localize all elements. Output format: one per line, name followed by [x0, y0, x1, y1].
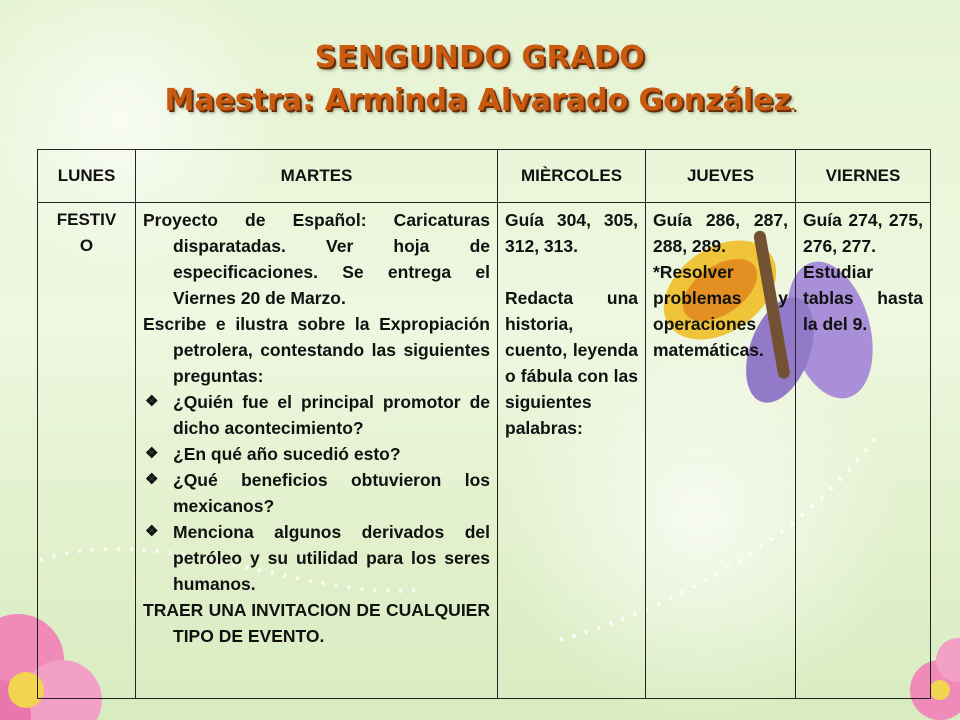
column-header-viernes: VIERNES — [796, 150, 931, 203]
grade-title: SENGUNDO GRADO — [314, 40, 646, 75]
table-header-row — [38, 150, 931, 203]
miercoles-redacta: Redacta una historia, cuento, leyenda o fábula con las siguientes palabras: — [505, 288, 638, 438]
teacher-title — [0, 83, 960, 118]
jueves-resolver: *Resolver problemas y operaciones matemáticas. — [653, 262, 788, 360]
cell-lunes — [38, 203, 136, 699]
lunes-text: FESTIVO — [56, 210, 117, 255]
cell-martes — [136, 203, 498, 699]
cell-jueves — [646, 203, 796, 699]
list-item: ❖ ¿En qué año sucedió esto? — [143, 441, 490, 467]
diamond-bullet-icon: ❖ — [145, 445, 159, 462]
schedule-table — [37, 149, 931, 699]
cell-viernes — [796, 203, 931, 699]
table-row — [38, 203, 931, 699]
martes-invitacion: TRAER UNA INVITACION DE CUALQUIER TIPO DE EVENTO. — [143, 600, 490, 646]
diamond-bullet-icon: ❖ — [145, 393, 159, 410]
column-header-lunes: LUNES — [38, 150, 136, 203]
list-item: ❖ Menciona algunos derivados del petróleo y su utilidad para los seres humanos. — [143, 519, 490, 597]
martes-expropiacion: Escribe e ilustra sobre la Expropiación petrolera, contestando las siguientes preguntas: — [143, 314, 490, 386]
martes-project: Proyecto de Español: Caricaturas disparatadas. Ver hoja de especificaciones. Se entrega el Viernes 20 de Marzo. — [143, 210, 490, 308]
jueves-guia: Guía 286, 287, 288, 289. — [653, 210, 788, 256]
list-item: ❖ ¿Qué beneficios obtuvieron los mexicanos? — [143, 467, 490, 519]
miercoles-guia: Guía 304, 305, 312, 313. — [505, 210, 638, 256]
list-item: ❖ ¿Quién fue el principal promotor de dicho acontecimiento? — [143, 389, 490, 441]
diamond-bullet-icon: ❖ — [145, 523, 159, 540]
teacher-suffix: . — [790, 99, 796, 113]
diamond-bullet-icon: ❖ — [145, 471, 159, 488]
column-header-martes: MARTES — [136, 150, 498, 203]
cell-miercoles — [498, 203, 646, 699]
teacher-name: Maestra: Arminda Alvarado González — [164, 83, 791, 118]
column-header-miercoles: MIÈRCOLES — [498, 150, 646, 203]
viernes-guia: Guía 274, 275, 276, 277. — [803, 210, 923, 256]
viernes-estudiar: Estudiar tablas hasta la del 9. — [803, 262, 923, 334]
column-header-jueves: JUEVES — [646, 150, 796, 203]
